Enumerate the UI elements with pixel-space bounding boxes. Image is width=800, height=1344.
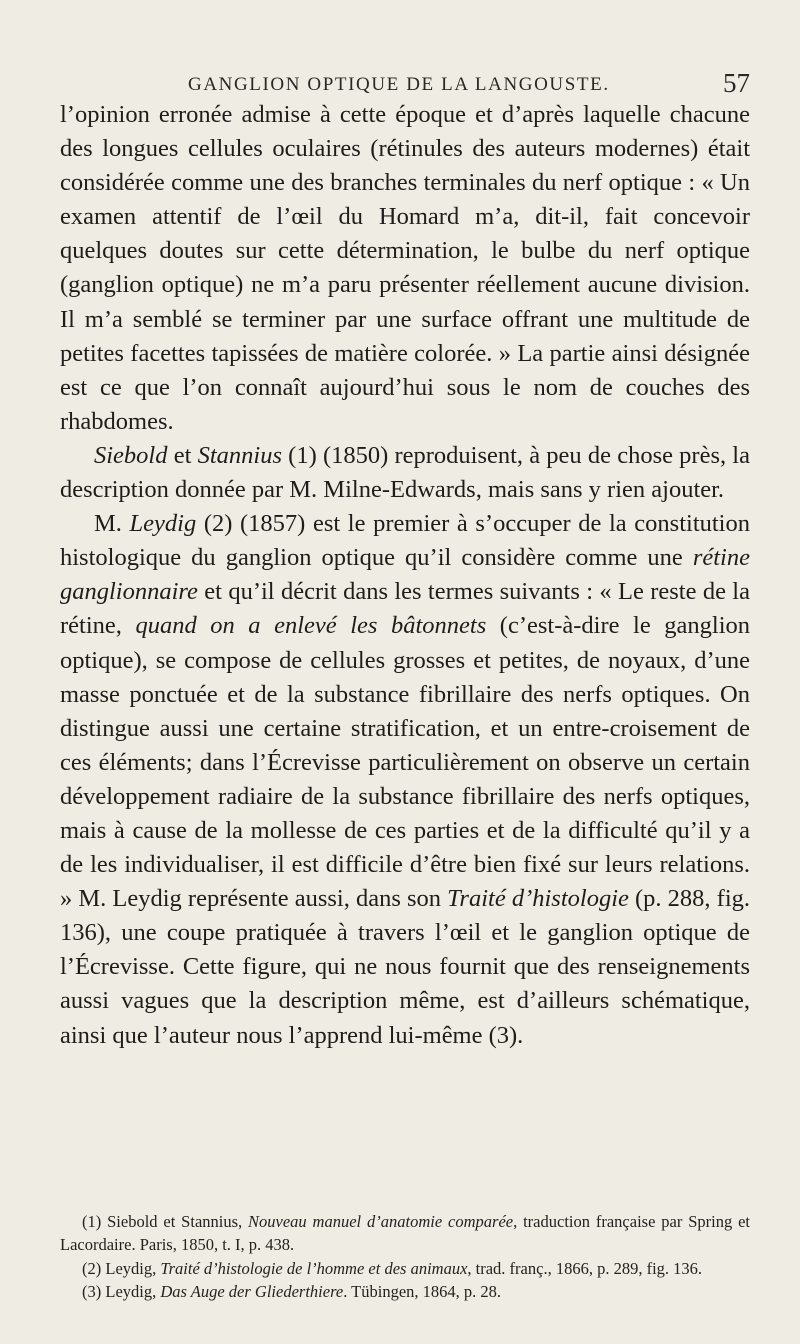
footnote-text: , traduction française par Spring et Lacordaire. Paris, 1850, t. I, p. 438. (60, 1212, 751, 1255)
author-name: Leydig (129, 510, 197, 538)
paragraph-text: (1) (1850) reproduisent, à peu de chose près, la description donnée par M. Milne-Edwards, mais sans y rien ajouter. (60, 441, 750, 504)
emphasized-term: rétine ganglionnaire (60, 544, 750, 606)
footnote-text: (2) Leydig, (82, 1258, 161, 1278)
footnote-title: Traité d’histologie de l’homme et des animaux (160, 1258, 468, 1278)
footnote-3 (60, 1280, 750, 1303)
page-number: 57 (723, 68, 750, 98)
author-name: Stannius (197, 441, 282, 469)
paragraph-2 (60, 439, 750, 507)
paragraph-3 (60, 507, 750, 1053)
footnote-1 (60, 1210, 750, 1257)
footnote-2 (60, 1257, 750, 1280)
paragraph-text: l’opinion erronée admise à cette époque et d’après laquelle chacune des longues cellules oculaires (rétinules des auteurs modernes) était considérée comme une des branches terminales du nerf optique : « Un examen attentif de l’œil du Homard m’a, dit-il, fait concevoir quelques doutes sur cette détermination, le bulbe du nerf optique (ganglion optique) ne m’a paru présenter réellement aucune division. Il m’a semblé se terminer par une surface offrant une multitude de petites facettes tapissées de matière colorée. » La partie ainsi désignée est ce que l’on connaît aujourd’hui sous le nom de couches des rhabdomes. (60, 101, 750, 435)
footnote-title: Nouveau manuel d’anatomie comparée (248, 1212, 514, 1231)
emphasized-phrase: quand on a enlevé les bâtonnets (135, 612, 487, 640)
footnotes (60, 1210, 750, 1303)
footnote-title: Das Auge der Gliederthiere (160, 1281, 344, 1301)
paragraph-text: et qu’il décrit dans les termes suivants : « Le reste de la rétine, (60, 578, 750, 640)
footnote-text: (3) Leydig, (82, 1281, 161, 1301)
footnote-text: . Tübingen, 1864, p. 28. (343, 1281, 502, 1301)
book-title: Traité d’histologie (447, 885, 629, 913)
paragraph-text: et (167, 441, 198, 469)
running-head: GANGLION OPTIQUE DE LA LANGOUSTE. (188, 74, 610, 95)
paragraph-text: (p. 288, fig. 136), une coupe pratiquée à travers l’œil et le ganglion optique de l’Écrevisse. Cette figure, qui ne nous fournit que des renseignements aussi vagues que la description même, est d’ailleurs schématique, ainsi que l’auteur nous l’apprend lui-même (3). (60, 885, 750, 1049)
body-text (60, 98, 750, 1053)
paragraph-text: (c’est-à-dire le ganglion optique), se compose de cellules grosses et petites, de noyaux, d’une masse ponctuée et de la substance fibrillaire des nerfs optiques. On distingue aussi une certaine stratification, et un entre-croisement de ces éléments; dans l’Écrevisse particulièrement on observe un certain développement radiaire de la substance fibrillaire des nerfs optiques, mais à cause de la mollesse de ces parties et de la difficulté qu’il y a de les individualiser, il est difficile d’être bien fixé sur leurs relations. » M. Leydig représente aussi, dans son (60, 612, 751, 913)
author-name: Siebold (94, 441, 168, 469)
footnote-text: , trad. franç., 1866, p. 289, fig. 136. (467, 1258, 703, 1278)
paragraph-1 (60, 98, 750, 439)
paragraph-text: (2) (1857) est le premier à s’occuper de la constitution histologique du ganglion optique qu’il considère comme une (60, 510, 750, 572)
footnote-text: (1) Siebold et Stannius, (82, 1212, 249, 1231)
paragraph-text: M. (94, 510, 130, 538)
